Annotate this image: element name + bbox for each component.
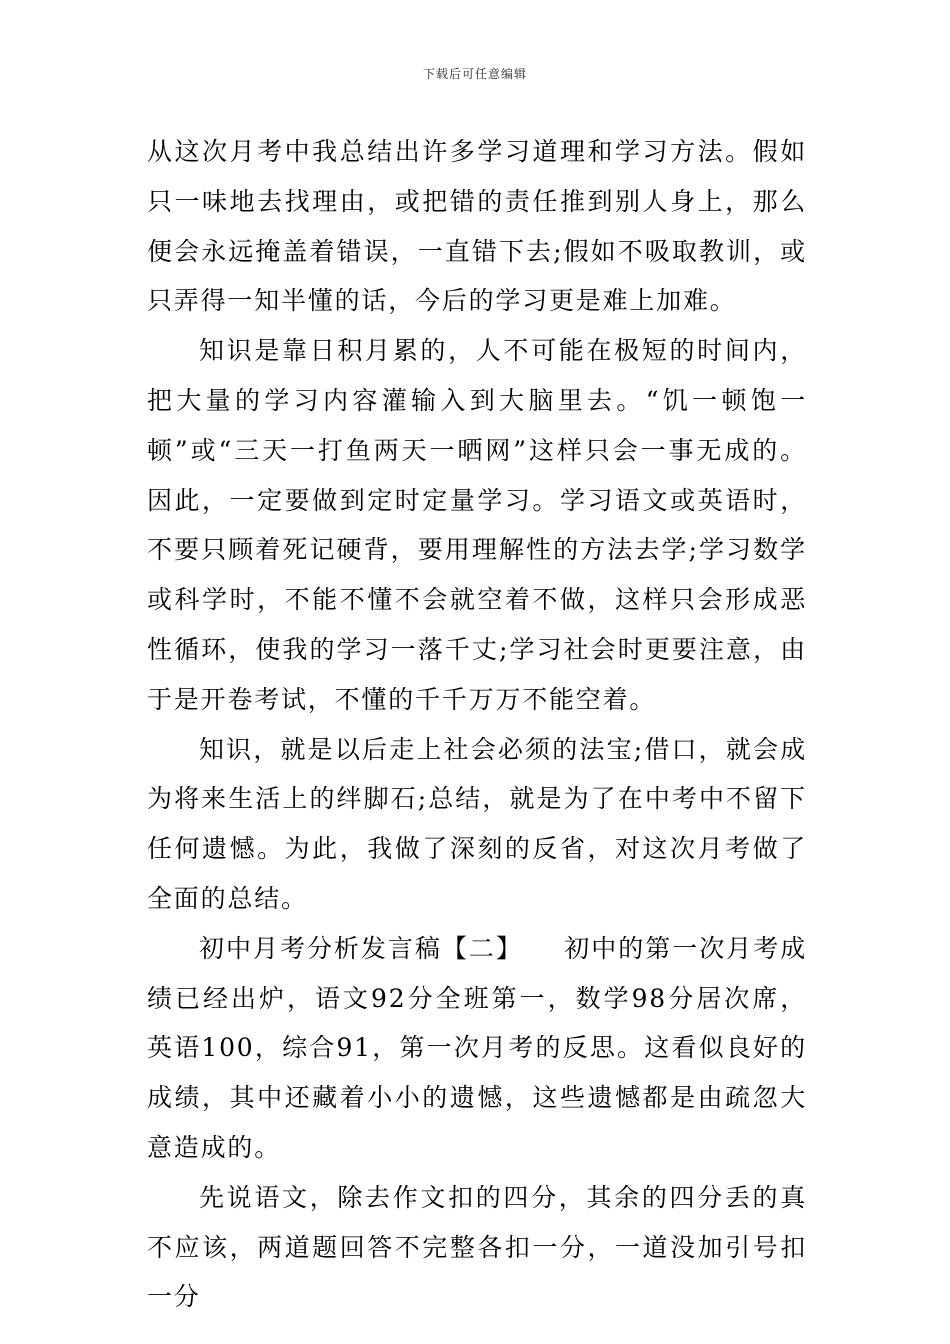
- paragraph-3: 知识，就是以后走上社会必须的法宝;借口，就会成为将来生活上的绊脚石;总结，就是为了在中考中不留下任何遗憾。为此，我做了深刻的反省，对这次月考做了全面的总结。: [147, 734, 807, 913]
- paragraph-1: 从这次月考中我总结出许多学习道理和学习方法。假如只一味地去找理由，或把错的责任推到别人身上，那么便会永远掩盖着错误，一直错下去;假如不吸取教训，或只弄得一知半懂的话，今后的学习更是难上加难。: [147, 137, 807, 316]
- paragraph-2: 知识是靠日积月累的，人不可能在极短的时间内，把大量的学习内容灌输入到大脑里去。“饥一顿饱一顿”或“三天一打鱼两天一晒网”这样只会一事无成的。因此，一定要做到定时定量学习。学习语文或英语时，不要只顾着死记硬背，要用理解性的方法去学;学习数学或科学时，不能不懂不会就空着不做，这样只会形成恶性循环，使我的学习一落千丈;学习社会时更要注意，由于是开卷考试，不懂的千千万万不能空着。: [147, 336, 807, 714]
- paragraph-5: 先说语文，除去作文扣的四分，其余的四分丢的真不应该，两道题回答不完整各扣一分，一道没加引号扣一分: [147, 1182, 807, 1312]
- page-header: 下载后可任意编辑: [422, 67, 527, 81]
- document-body: [147, 127, 807, 1322]
- paragraph-4: 初中月考分析发言稿【二】 初中的第一次月考成绩已经出炉，语文92分全班第一，数学98分居次席，英语100，综合91，第一次月考的反思。这看似良好的成绩，其中还藏着小小的遗憾，这些遗憾都是由疏忽大意造成的。: [147, 933, 807, 1162]
